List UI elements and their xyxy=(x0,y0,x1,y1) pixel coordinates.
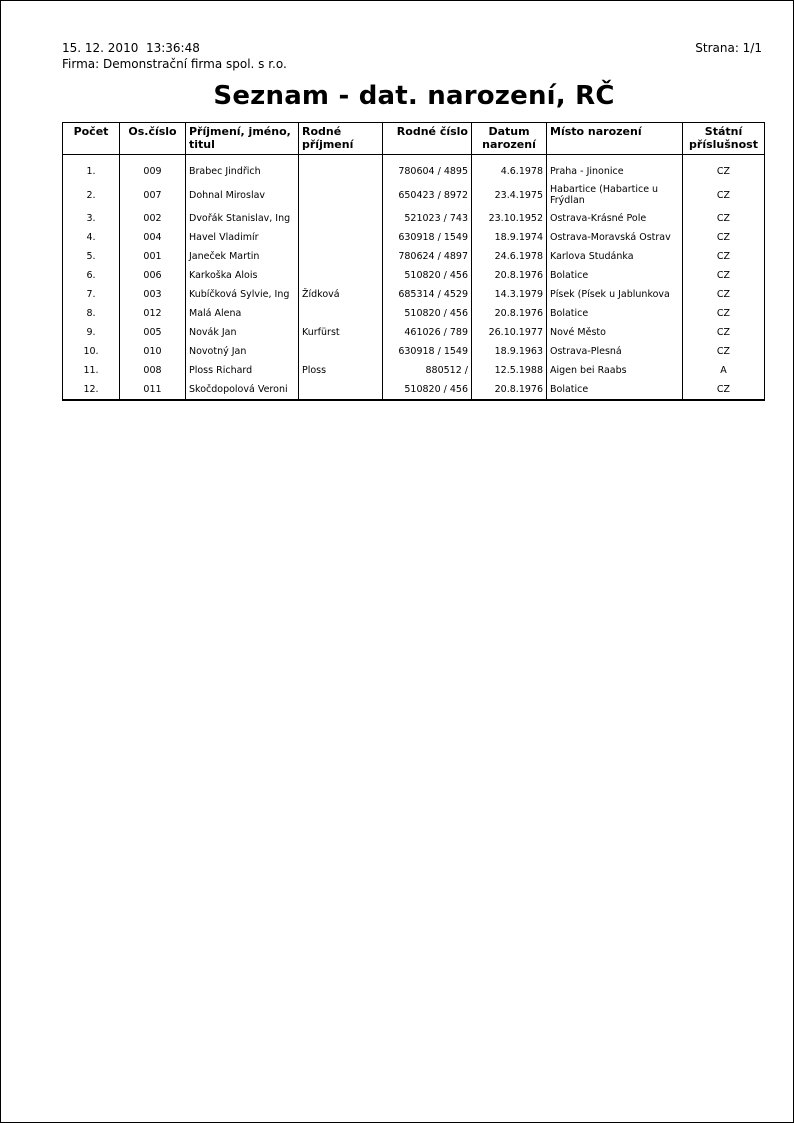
report-datetime: 15. 12. 2010 13:36:48 xyxy=(62,41,200,55)
cell-birth-no: 650423 / 8972 xyxy=(383,181,472,209)
cell-birth-surname xyxy=(299,228,383,247)
cell-birth-place: Písek (Písek u Jablunkova xyxy=(547,285,683,304)
cell-birth-place: Bolatice xyxy=(547,304,683,323)
cell-personal-no: 005 xyxy=(120,323,186,342)
company-name: Firma: Demonstrační firma spol. s r.o. xyxy=(62,57,287,71)
table-row xyxy=(63,181,765,209)
cell-birth-place: Bolatice xyxy=(547,380,683,400)
cell-count: 3. xyxy=(63,209,120,228)
cell-count: 11. xyxy=(63,361,120,380)
table-row xyxy=(63,323,765,342)
table-row xyxy=(63,380,765,400)
column-header-birth-no: Rodné číslo xyxy=(383,123,472,155)
table-row xyxy=(63,266,765,285)
cell-name: Ploss Richard xyxy=(186,361,299,380)
cell-name: Brabec Jindřich xyxy=(186,155,299,182)
cell-personal-no: 010 xyxy=(120,342,186,361)
cell-citizenship: CZ xyxy=(683,304,765,323)
cell-birth-date: 12.5.1988 xyxy=(472,361,547,380)
cell-birth-place: Ostrava-Moravská Ostrav xyxy=(547,228,683,247)
cell-birth-date: 20.8.1976 xyxy=(472,304,547,323)
cell-birth-no: 510820 / 456 xyxy=(383,304,472,323)
cell-birth-surname xyxy=(299,247,383,266)
cell-count: 9. xyxy=(63,323,120,342)
cell-birth-no: 510820 / 456 xyxy=(383,380,472,400)
cell-birth-date: 26.10.1977 xyxy=(472,323,547,342)
cell-birth-place: Habartice (Habartice u Frýdlan xyxy=(547,181,683,209)
cell-personal-no: 008 xyxy=(120,361,186,380)
cell-citizenship: CZ xyxy=(683,266,765,285)
cell-count: 8. xyxy=(63,304,120,323)
cell-citizenship: CZ xyxy=(683,247,765,266)
cell-citizenship: CZ xyxy=(683,209,765,228)
table-body xyxy=(63,155,765,401)
column-header-name: Příjmení, jméno, titul xyxy=(186,123,299,155)
cell-count: 4. xyxy=(63,228,120,247)
cell-count: 1. xyxy=(63,155,120,182)
cell-name: Malá Alena xyxy=(186,304,299,323)
table-row xyxy=(63,247,765,266)
cell-birth-surname xyxy=(299,266,383,285)
cell-citizenship: CZ xyxy=(683,323,765,342)
cell-birth-no: 780624 / 4897 xyxy=(383,247,472,266)
cell-personal-no: 007 xyxy=(120,181,186,209)
table-row xyxy=(63,209,765,228)
cell-birth-no: 630918 / 1549 xyxy=(383,228,472,247)
cell-birth-surname xyxy=(299,155,383,182)
cell-citizenship: CZ xyxy=(683,228,765,247)
cell-name: Karkoška Alois xyxy=(186,266,299,285)
column-header-birth-place: Místo narození xyxy=(547,123,683,155)
cell-birth-surname xyxy=(299,209,383,228)
table-header-row xyxy=(63,123,765,155)
cell-birth-surname: Kurfürst xyxy=(299,323,383,342)
cell-birth-place: Ostrava-Krásné Pole xyxy=(547,209,683,228)
cell-personal-no: 011 xyxy=(120,380,186,400)
cell-birth-place: Karlova Studánka xyxy=(547,247,683,266)
cell-count: 6. xyxy=(63,266,120,285)
column-header-birth-surname: Rodné příjmení xyxy=(299,123,383,155)
cell-birth-surname xyxy=(299,181,383,209)
table-row xyxy=(63,304,765,323)
cell-name: Dvořák Stanislav, Ing xyxy=(186,209,299,228)
cell-personal-no: 009 xyxy=(120,155,186,182)
cell-name: Janeček Martin xyxy=(186,247,299,266)
cell-name: Dohnal Miroslav xyxy=(186,181,299,209)
cell-birth-date: 20.8.1976 xyxy=(472,266,547,285)
cell-birth-place: Praha - Jinonice xyxy=(547,155,683,182)
cell-birth-no: 461026 / 789 xyxy=(383,323,472,342)
cell-citizenship: CZ xyxy=(683,155,765,182)
cell-count: 10. xyxy=(63,342,120,361)
cell-personal-no: 001 xyxy=(120,247,186,266)
cell-birth-surname: Ploss xyxy=(299,361,383,380)
cell-citizenship: CZ xyxy=(683,181,765,209)
cell-count: 12. xyxy=(63,380,120,400)
cell-birth-date: 23.4.1975 xyxy=(472,181,547,209)
cell-birth-place: Aigen bei Raabs xyxy=(547,361,683,380)
cell-personal-no: 012 xyxy=(120,304,186,323)
cell-birth-surname xyxy=(299,304,383,323)
cell-count: 5. xyxy=(63,247,120,266)
cell-personal-no: 003 xyxy=(120,285,186,304)
cell-birth-no: 521023 / 743 xyxy=(383,209,472,228)
report-title: Seznam - dat. narození, RČ xyxy=(213,81,615,111)
page-number: Strana: 1/1 xyxy=(695,41,762,55)
cell-birth-no: 780604 / 4895 xyxy=(383,155,472,182)
cell-name: Novák Jan xyxy=(186,323,299,342)
cell-birth-date: 24.6.1978 xyxy=(472,247,547,266)
cell-count: 7. xyxy=(63,285,120,304)
table-row xyxy=(63,361,765,380)
cell-birth-surname: Žídková xyxy=(299,285,383,304)
cell-citizenship: CZ xyxy=(683,380,765,400)
cell-citizenship: A xyxy=(683,361,765,380)
cell-birth-date: 14.3.1979 xyxy=(472,285,547,304)
cell-personal-no: 004 xyxy=(120,228,186,247)
cell-count: 2. xyxy=(63,181,120,209)
cell-birth-date: 4.6.1978 xyxy=(472,155,547,182)
cell-name: Kubíčková Sylvie, Ing xyxy=(186,285,299,304)
cell-citizenship: CZ xyxy=(683,342,765,361)
table-row xyxy=(63,155,765,182)
cell-birth-place: Bolatice xyxy=(547,266,683,285)
cell-birth-place: Ostrava-Plesná xyxy=(547,342,683,361)
cell-birth-surname xyxy=(299,342,383,361)
cell-birth-date: 20.8.1976 xyxy=(472,380,547,400)
cell-name: Novotný Jan xyxy=(186,342,299,361)
cell-birth-date: 18.9.1974 xyxy=(472,228,547,247)
cell-birth-no: 630918 / 1549 xyxy=(383,342,472,361)
table-row xyxy=(63,228,765,247)
column-header-personal-no: Os.číslo xyxy=(120,123,186,155)
column-header-birth-date: Datum narození xyxy=(472,123,547,155)
column-header-count: Počet xyxy=(63,123,120,155)
cell-personal-no: 006 xyxy=(120,266,186,285)
cell-citizenship: CZ xyxy=(683,285,765,304)
employee-birth-table xyxy=(62,122,765,401)
table-row xyxy=(63,342,765,361)
cell-personal-no: 002 xyxy=(120,209,186,228)
cell-name: Skočdopolová Veroni xyxy=(186,380,299,400)
cell-birth-no: 685314 / 4529 xyxy=(383,285,472,304)
cell-birth-date: 18.9.1963 xyxy=(472,342,547,361)
column-header-citizenship: Státní příslušnost xyxy=(683,123,765,155)
cell-name: Havel Vladimír xyxy=(186,228,299,247)
cell-birth-surname xyxy=(299,380,383,400)
cell-birth-no: 510820 / 456 xyxy=(383,266,472,285)
cell-birth-date: 23.10.1952 xyxy=(472,209,547,228)
cell-birth-place: Nové Město xyxy=(547,323,683,342)
table-row xyxy=(63,285,765,304)
cell-birth-no: 880512 / xyxy=(383,361,472,380)
